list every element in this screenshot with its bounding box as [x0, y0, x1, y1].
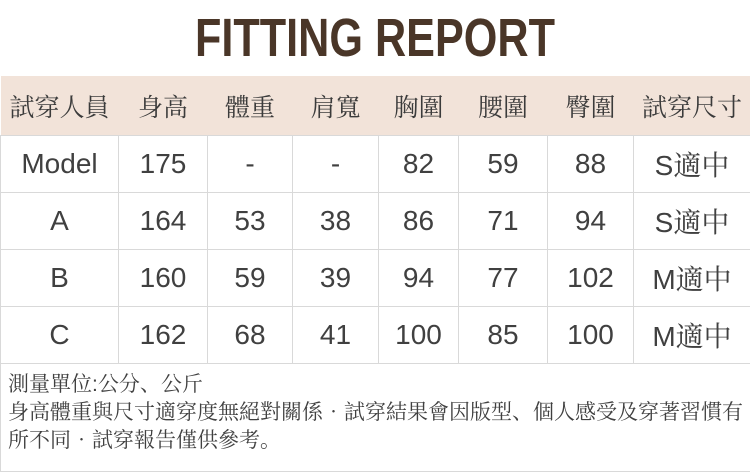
table-row-model	[1, 136, 750, 193]
cell-weight: -	[208, 136, 293, 193]
cell-height: 160	[119, 250, 208, 307]
cell-hip: 100	[548, 307, 634, 364]
cell-waist: 59	[459, 136, 548, 193]
cell-chest: 82	[379, 136, 459, 193]
header-cell-height: 身高	[119, 76, 208, 136]
table-row-b	[1, 250, 750, 307]
table-row-a	[1, 193, 750, 250]
cell-shoulder: 39	[293, 250, 379, 307]
header-cell-size: 試穿尺寸	[634, 76, 750, 136]
cell-height: 162	[119, 307, 208, 364]
cell-hip: 88	[548, 136, 634, 193]
cell-chest: 86	[379, 193, 459, 250]
notes-row	[1, 364, 750, 472]
notes-area	[1, 364, 750, 472]
cell-height: 164	[119, 193, 208, 250]
cell-waist: 85	[459, 307, 548, 364]
header-cell-shoulder: 肩寬	[293, 76, 379, 136]
cell-shoulder: 41	[293, 307, 379, 364]
cell-chest: 94	[379, 250, 459, 307]
table-row-c	[1, 307, 750, 364]
cell-height: 175	[119, 136, 208, 193]
cell-size: M適中	[634, 307, 750, 364]
cell-weight: 68	[208, 307, 293, 364]
header-cell-fitter: 試穿人員	[1, 76, 119, 136]
title-bar	[0, 0, 750, 76]
cell-weight: 53	[208, 193, 293, 250]
header-cell-hip: 臀圍	[548, 76, 634, 136]
page-title: FITTING REPORT	[194, 8, 555, 68]
header-cell-weight: 體重	[208, 76, 293, 136]
measurement-unit-note: 測量單位:公分、公斤	[8, 373, 203, 396]
cell-fitter: Model	[1, 136, 119, 193]
cell-size: S適中	[634, 136, 750, 193]
cell-chest: 100	[379, 307, 459, 364]
cell-shoulder: 38	[293, 193, 379, 250]
cell-waist: 71	[459, 193, 548, 250]
cell-size: M適中	[634, 250, 750, 307]
cell-fitter: B	[1, 250, 119, 307]
header-cell-waist: 腰圍	[459, 76, 548, 136]
cell-hip: 94	[548, 193, 634, 250]
cell-size: S適中	[634, 193, 750, 250]
header-row	[1, 76, 750, 136]
cell-hip: 102	[548, 250, 634, 307]
cell-weight: 59	[208, 250, 293, 307]
fitting-table	[0, 76, 750, 472]
cell-waist: 77	[459, 250, 548, 307]
cell-shoulder: -	[293, 136, 379, 193]
disclaimer-note: 身高體重與尺寸適穿度無絕對關係‧試穿結果會因版型、個人感受及穿著習慣有所不同‧試穿報告僅供參考。	[8, 401, 743, 452]
header-cell-chest: 胸圍	[379, 76, 459, 136]
cell-fitter: C	[1, 307, 119, 364]
cell-fitter: A	[1, 193, 119, 250]
